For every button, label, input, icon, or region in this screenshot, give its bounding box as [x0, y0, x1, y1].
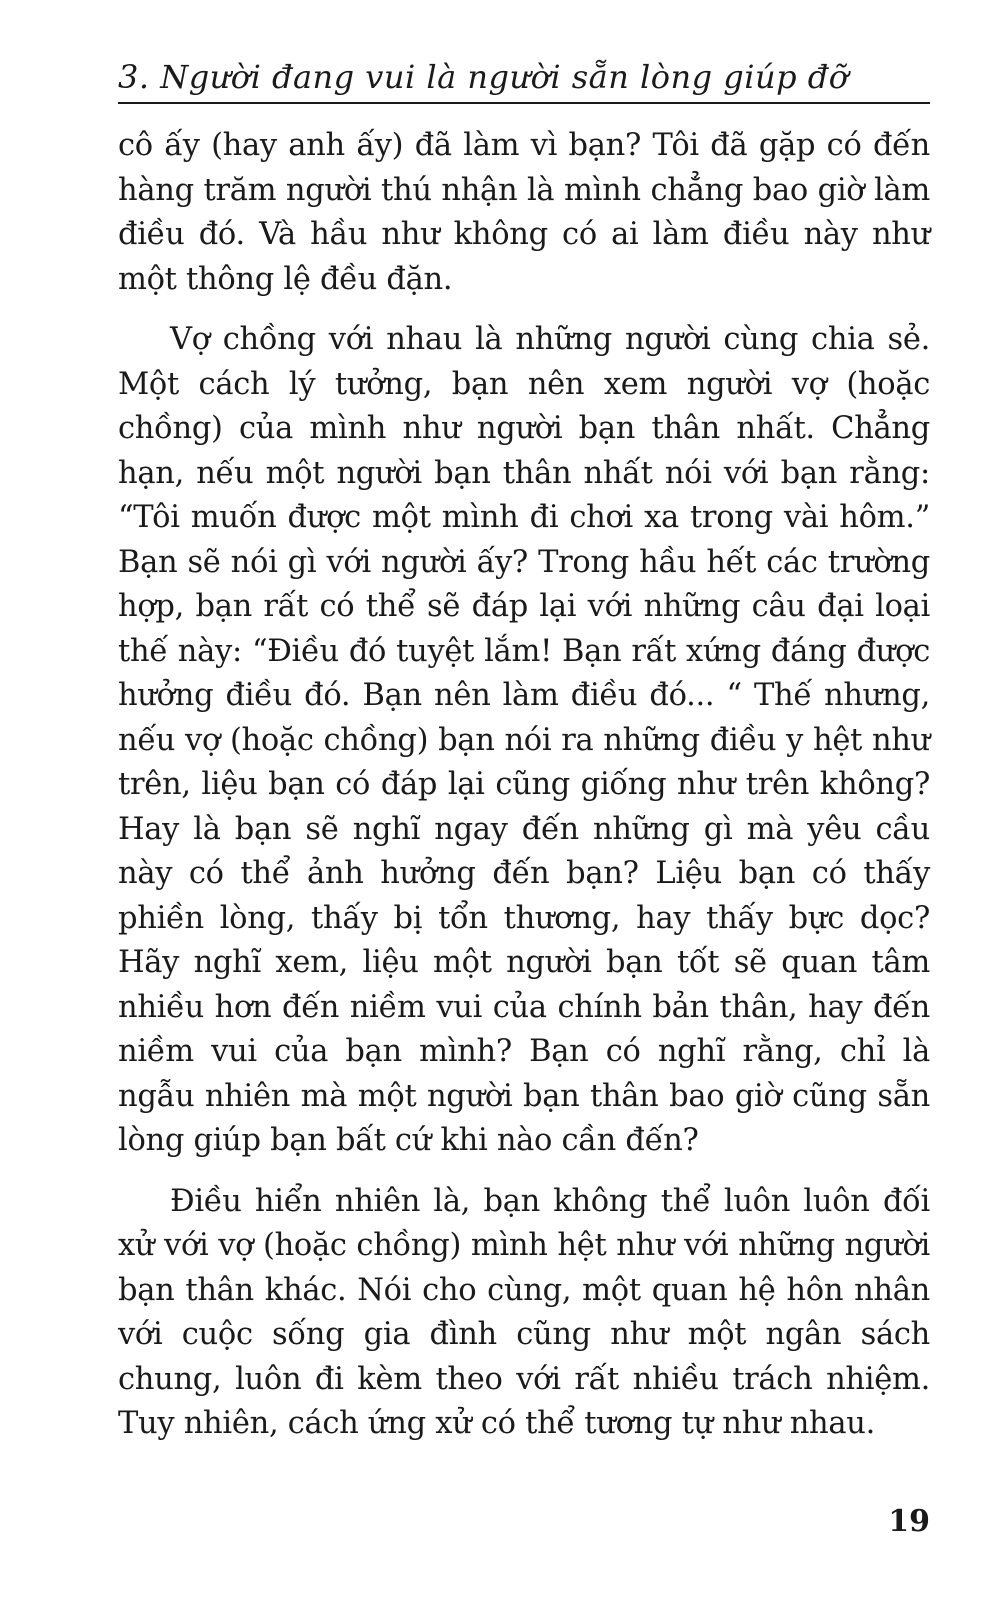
paragraph: Điều hiển nhiên là, bạn không thể luôn luôn đối xử với vợ (hoặc chồng) mình hệt như với những người bạn thân khác. Nói cho cùng, một quan hệ hôn nhân với cuộc sống gia đình cũng như một ngân sách chung, luôn đi kèm theo với rất nhiều trách nhiệm. Tuy nhiên, cách ứng xử có thể tương tự như nhau.: [118, 1183, 930, 1441]
running-header: [118, 56, 930, 104]
paragraph: Vợ chồng với nhau là những người cùng chia sẻ. Một cách lý tưởng, bạn nên xem người vợ (hoặc chồng) của mình như người bạn thân nhất. Chẳng hạn, nếu một người bạn thân nhất nói với bạn rằng: “Tôi muốn được một mình đi chơi xa trong vài hôm.” Bạn sẽ nói gì với người ấy? Trong hầu hết các trường hợp, bạn rất có thể sẽ đáp lại với những câu đại loại thế này: “Điều đó tuyệt lắm! Bạn rất xứng đáng được hưởng điều đó. Bạn nên làm điều đó... “ Thế nhưng, nếu vợ (hoặc chồng) bạn nói ra những điều y hệt như trên, liệu bạn có đáp lại cũng giống như trên không? Hay là bạn sẽ nghĩ ngay đến những gì mà yêu cầu này có thể ảnh hưởng đến bạn? Liệu bạn có thấy phiền lòng, thấy bị tổn thương, hay thấy bực dọc? Hãy nghĩ xem, liệu một người bạn tốt sẽ quan tâm nhiều hơn đến niềm vui của chính bản thân, hay đến niềm vui của bạn mình? Bạn có nghĩ rằng, chỉ là ngẫu nhiên mà một người bạn thân bao giờ cũng sẵn lòng giúp bạn bất cứ khi nào cần đến?: [118, 322, 930, 1158]
running-header-title: 3. Người đang vui là người sẵn lòng giúp đỡ: [118, 58, 849, 96]
page-number: 19: [888, 1504, 930, 1539]
paragraph-continued: cô ấy (hay anh ấy) đã làm vì bạn? Tôi đã gặp có đến hàng trăm người thú nhận là mình chẳng bao giờ làm điều đó. Và hầu như không có ai làm điều này như một thông lệ đều đặn.: [118, 128, 930, 297]
page-body: [118, 124, 930, 1463]
